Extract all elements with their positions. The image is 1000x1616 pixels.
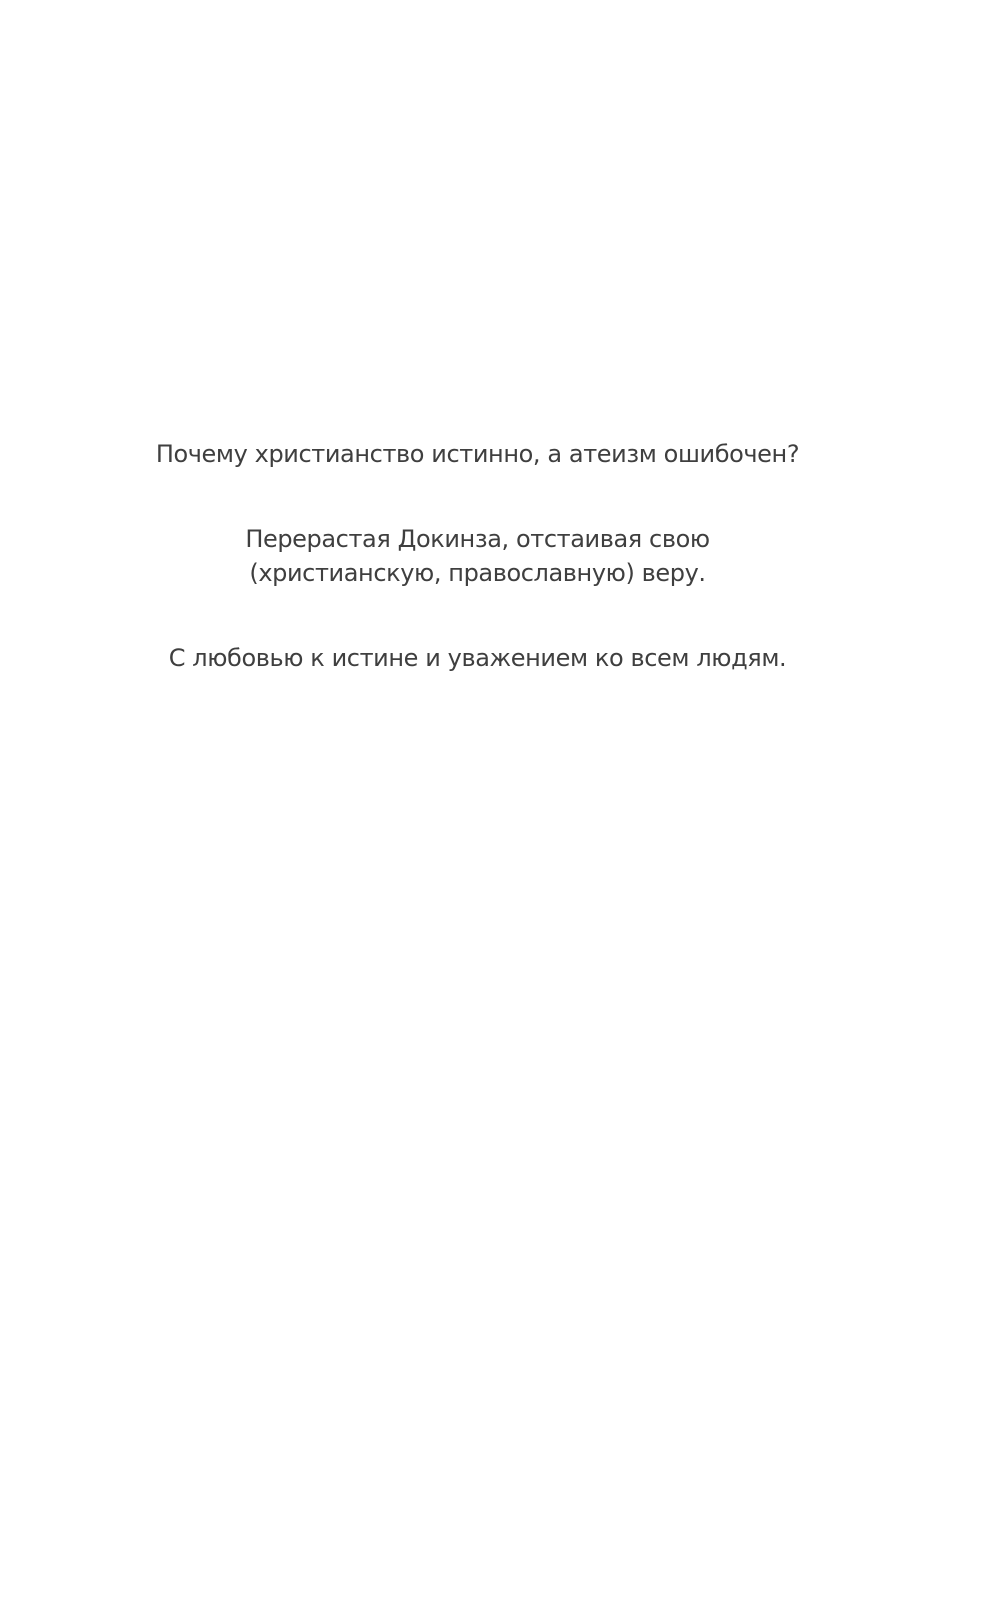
page-question-text: Почему христианство истинно, а атеизм ошибочен?	[155, 440, 800, 468]
page-subtitle-line-2: (христианскую, православную) веру.	[249, 559, 706, 587]
page-dedication-text: С любовью к истине и уважением ко всем людям.	[168, 644, 787, 672]
page-subtitle-line-1: Перерастая Докинза, отстаивая свою	[245, 525, 710, 553]
